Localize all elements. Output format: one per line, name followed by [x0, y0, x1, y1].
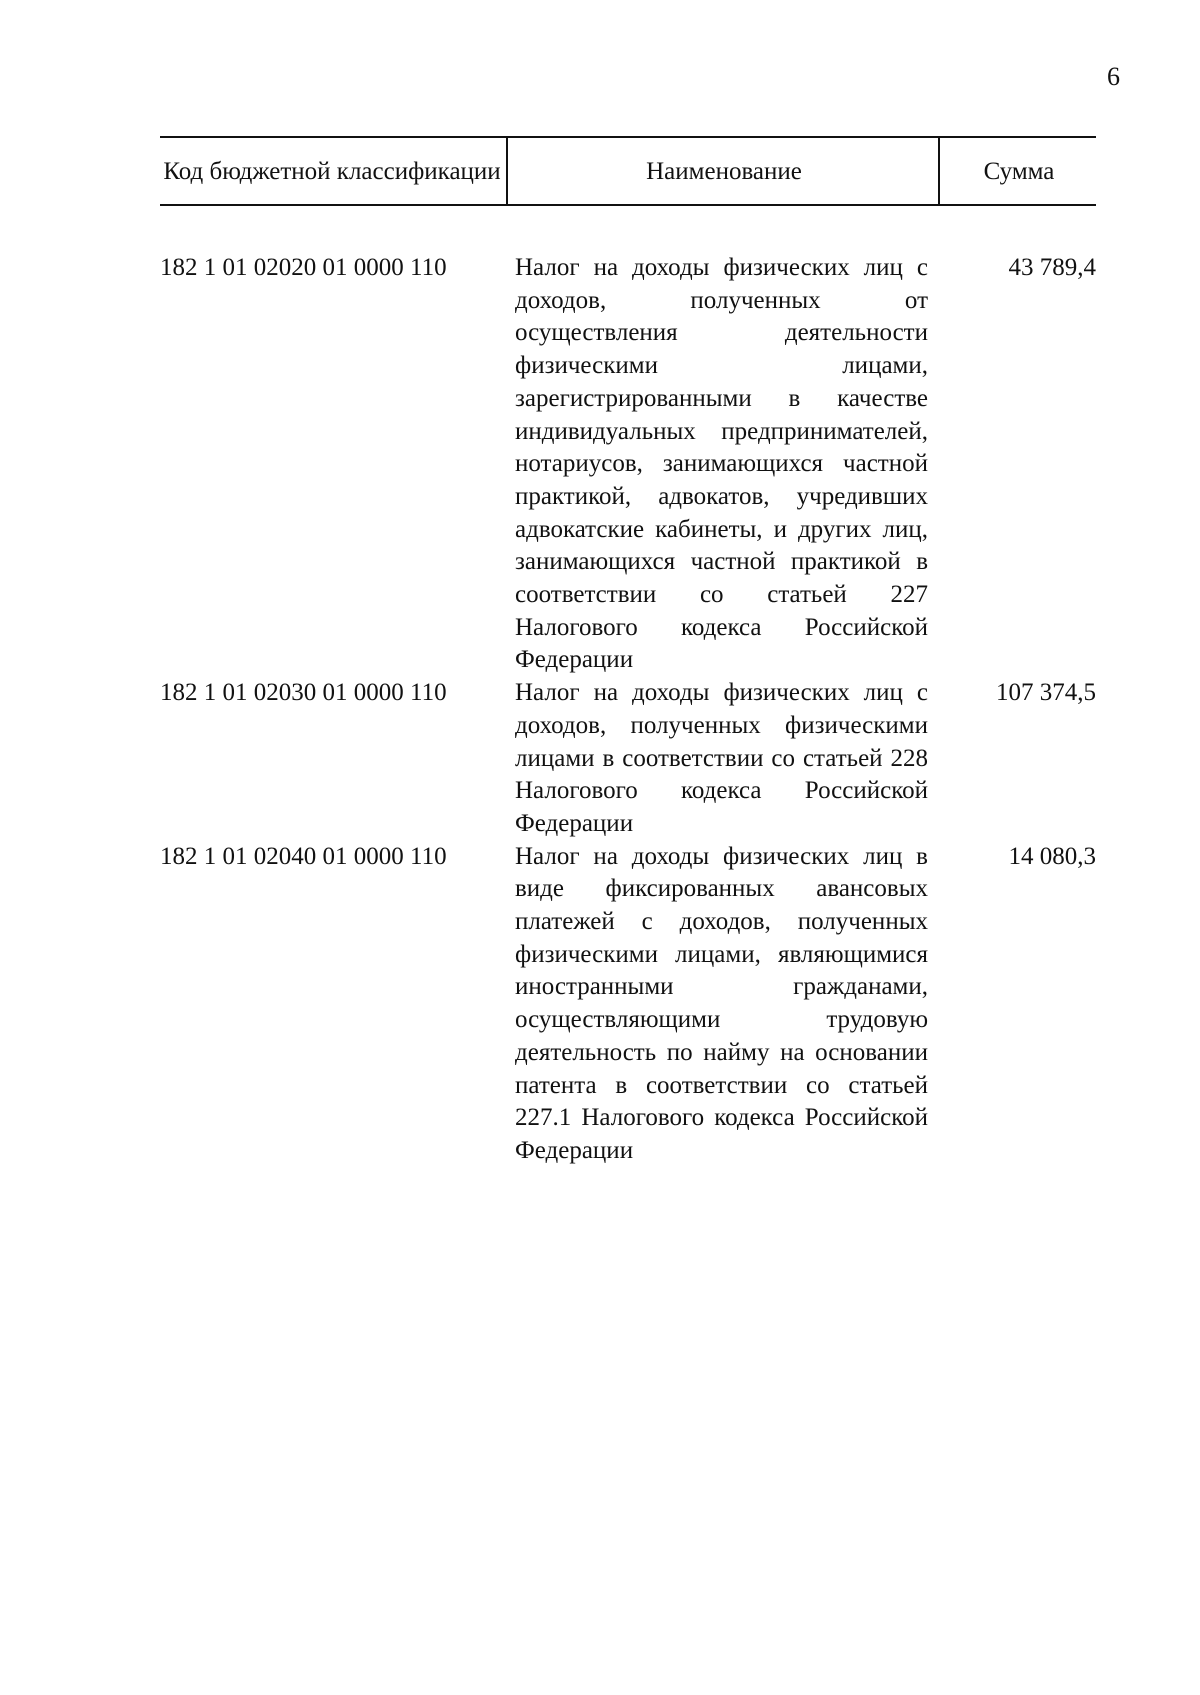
- row-code: 182 1 01 02030 01 0000 110: [160, 679, 447, 707]
- page-number: 6: [1107, 62, 1120, 91]
- table-row: [160, 677, 1096, 841]
- table-header: [160, 136, 1096, 206]
- row-code: 182 1 01 02020 01 0000 110: [160, 254, 447, 281]
- row-name: Налог на доходы физических лиц с доходов, полученных от осуществления деятельности физическими лицами, зарегистрированными в качестве индивидуальных предпринимателей, нотариусов, занимающихся частной практикой, адвокатов, учредивших адвокатские кабинеты, и других лиц, занимающихся частной практикой в соответствии со статьей 227 Налогового кодекса Российской Федерации: [515, 254, 928, 674]
- header-sum: Сумма: [938, 138, 1098, 204]
- row-sum: 14 080,3: [1008, 842, 1096, 870]
- row-name: Налог на доходы физических лиц с доходов, полученных физическими лицами в соответствии со статьей 228 Налогового кодекса Российской Федерации: [515, 679, 928, 837]
- row-sum: 107 374,5: [996, 679, 1096, 707]
- row-code: 182 1 01 02040 01 0000 110: [160, 842, 447, 870]
- header-code: Код бюджетной классификации: [163, 157, 501, 185]
- table-row: [160, 841, 1096, 1168]
- table-row: [160, 252, 1096, 677]
- row-sum: 43 789,4: [1008, 254, 1096, 281]
- header-name: Наименование: [506, 138, 940, 204]
- table-body: [160, 252, 1096, 1168]
- row-name: Налог на доходы физических лиц в виде фиксированных авансовых платежей с доходов, полученных физическими лицами, являющимися иностранными гражданами, осуществляющими трудовую деятельность по найму на основании патента в соответствии со статьей 227.1 Налогового кодекса Российской Федерации: [515, 842, 928, 1164]
